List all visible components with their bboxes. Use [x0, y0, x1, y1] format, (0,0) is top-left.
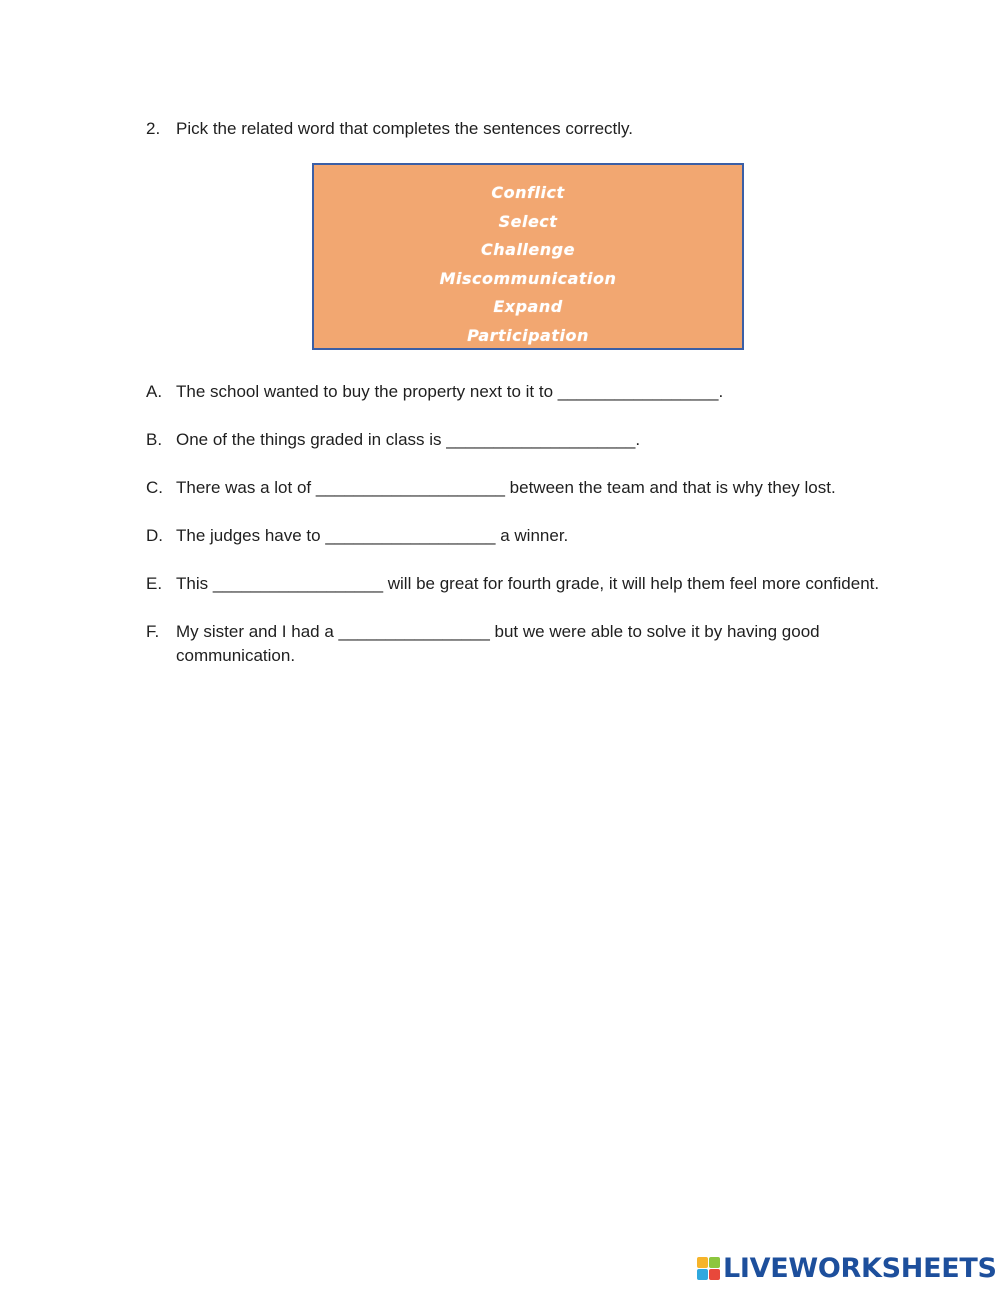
logo-block: [709, 1269, 720, 1280]
question-number: 2.: [146, 119, 161, 138]
logo-block: [697, 1269, 708, 1280]
liveworksheets-logo[interactable]: [697, 1253, 997, 1284]
sentence-item: [146, 620, 886, 667]
logo-block: [709, 1257, 720, 1268]
sentence-item: [146, 524, 886, 548]
sentence-letter: D.: [146, 526, 163, 545]
word-bank-item: Miscommunication: [439, 268, 617, 288]
sentence-item: [146, 476, 886, 500]
sentence-list: [146, 380, 886, 692]
word-bank: [312, 163, 744, 350]
word-bank-item: Select: [498, 211, 558, 231]
logo-block: [697, 1257, 708, 1268]
sentence-letter: B.: [146, 430, 163, 449]
sentence-item: [146, 572, 886, 596]
sentence-letter: F.: [146, 622, 160, 641]
logo-text: LIVEWORKSHEETS: [723, 1253, 997, 1284]
word-bank-item: Conflict: [491, 183, 565, 202]
sentence-text: One of the things graded in class is ____________________.: [176, 430, 641, 449]
word-bank-item: Participation: [467, 325, 589, 345]
instruction-text: Pick the related word that completes the sentences correctly.: [176, 119, 634, 138]
sentence-text: My sister and I had a ________________ but we were able to solve it by having good communication.: [176, 622, 820, 665]
sentence-text: The school wanted to buy the property next to it to _________________.: [176, 382, 724, 401]
sentence-text: This __________________ will be great for fourth grade, it will help them feel more confident.: [176, 574, 880, 593]
sentence-letter: E.: [146, 574, 163, 593]
sentence-text: There was a lot of ____________________ between the team and that is why they lost.: [176, 478, 836, 497]
word-bank-item: Expand: [493, 297, 563, 317]
sentence-letter: A.: [146, 382, 163, 401]
question-instruction: [146, 118, 633, 140]
sentence-item: [146, 428, 886, 452]
sentence-item: [146, 380, 886, 404]
liveworksheets-blocks-icon: [697, 1257, 720, 1280]
sentence-text: The judges have to __________________ a winner.: [176, 526, 569, 545]
sentence-letter: C.: [146, 478, 163, 497]
word-bank-item: Challenge: [481, 240, 575, 260]
